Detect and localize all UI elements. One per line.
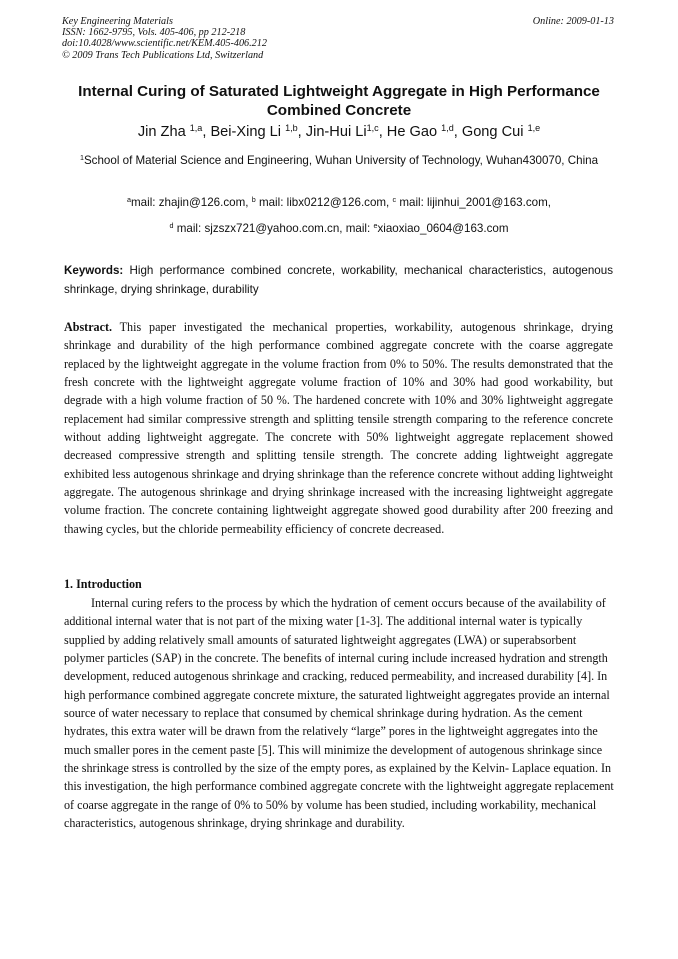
author-affiliation-mark: 1,d bbox=[441, 123, 454, 134]
author-affiliation-mark: 1,a bbox=[189, 123, 203, 134]
email-mark: a bbox=[127, 195, 132, 205]
affiliation-mark: 1 bbox=[79, 153, 84, 163]
email-mark: c bbox=[392, 195, 397, 205]
abstract bbox=[64, 318, 613, 538]
affiliation-text: School of Material Science and Engineering, Wuhan University of Technology, Wuhan430070, China bbox=[83, 154, 599, 167]
author-list: Jin Zha $^{1,a}$, Bei-Xing Li $^{1,b}$, Jin-Hui Li$^{1,c}$, He Gao $^{1,d}$, Gong Cui $^{1,e}$ bbox=[137, 123, 541, 140]
paper-title: Internal Curing of Saturated Lightweight Aggregate in High Performance Combined Concrete bbox=[78, 83, 600, 119]
email-mark: d bbox=[169, 221, 174, 231]
author-name: Bei-Xing Li bbox=[210, 124, 282, 140]
author-name: Jin-Hui Li bbox=[305, 124, 367, 140]
abstract-label: Abstract. bbox=[64, 320, 113, 334]
online-date: Online: 2009-01-13 bbox=[532, 16, 614, 27]
email-e[interactable]: xiaoxiao_0604@163.com bbox=[377, 222, 509, 235]
email-line-1 bbox=[40, 196, 638, 209]
introduction-paragraph: Internal curing refers to the process by which the hydration of cement occurs because of the availability of additional internal water that is not part of the mixing water [1-3]. The additional internal water is typically supplied by adding relatively small amounts of saturated lightweight aggregates (LWA) or superabsorbent polymer particles (SAP) in the concrete. The benefits of internal curing include increased hydration and strength development, reduced autogenous shrinkage and cracking, reduced permeability, and increased durability [4]. In high performance combined aggregate concrete mixture, the saturated lightweight aggregates provide an internal source of water necessary to replace that consumed by chemical shrinkage during hydration. As the cement hydrates, this extra water will be drawn from the relatively “large” pores in the lightweight aggregates into the much smaller pores in the cement paste [5]. This will minimize the development of autogenous shrinkage since the shrinkage stress is controlled by the size of the empty pores, as explained by the Kelvin- Laplace equation. In this investigation, the high performance combined aggregate concrete with the lightweight aggregate replacement of coarse aggregate in the range of 0% to 50% by volume has been studied, including workability, mechanical characteristics, autogenous shrinkage, drying shrinkage and durability. bbox=[64, 596, 614, 831]
issn-line: ISSN: 1662-9795, Vols. 405-406, pp 212-218 bbox=[62, 27, 246, 39]
section-heading-introduction: 1. Introduction bbox=[64, 577, 142, 591]
copyright-line: © 2009 Trans Tech Publications Ltd, Switzerland bbox=[62, 49, 264, 61]
email-b[interactable]: mail: libx0212@126.com, bbox=[258, 196, 390, 209]
doi-line: doi:10.4028/www.scientific.net/KEM.405-406.212 bbox=[62, 38, 267, 50]
email-mark: e bbox=[373, 221, 378, 231]
journal-name: Key Engineering Materials bbox=[62, 16, 173, 27]
abstract-text: This paper investigated the mechanical properties, workability, autogenous shrinkage, drying shrinkage and durability of the high performance combined aggregate concrete with the coarse aggregate replaced by the lightweight aggregate in the volume fraction from 0% to 50%. The results demonstrated that the fresh concrete with the lightweight aggregate volume fraction of 10% and 30% had good workability, but degrade with a high volume fraction of 50 %. The hardened concrete with 10% and 30% lightweight aggregate replacement had similar compressive strength and splitting tensile strength comparing to the reference concrete without adding lightweight aggregate. The concrete with 50% lightweight aggregate replacement showed decreased compressive strength and splitting tensile strength. The concrete adding lightweight aggregate exhibited less autogenous shrinkage and drying shrinkage than the reference concrete without adding lightweight aggregate. The autogenous shrinkage and drying shrinkage increased with the increasing lightweight aggregate volume fraction. The concrete containing lightweight aggregate showed good durability after 200 freezing and thawing cycles, but the chloride permeability efficiency of concrete decreased. bbox=[64, 320, 613, 536]
author-name: He Gao bbox=[386, 124, 438, 140]
email-a[interactable]: mail: zhajin@126.com, bbox=[131, 196, 249, 209]
keywords-text: High performance combined concrete, workability, mechanical characteristics, autogenous shrinkage, drying shrinkage, durability bbox=[64, 264, 613, 296]
author-affiliation-mark: 1,b bbox=[285, 123, 298, 134]
author-affiliation-mark: 1,e bbox=[527, 123, 541, 134]
email-d[interactable]: mail: sjzszx721@yahoo.com.cn, mail: bbox=[176, 222, 371, 235]
keywords-label: Keywords: bbox=[64, 264, 124, 277]
journal-header bbox=[62, 16, 267, 61]
email-line-2 bbox=[40, 222, 638, 235]
email-mark: b bbox=[251, 195, 256, 205]
author-name: Gong Cui bbox=[461, 124, 524, 140]
keywords bbox=[64, 262, 613, 299]
email-c[interactable]: mail: lijinhui_2001@163.com, bbox=[399, 196, 551, 209]
author-affiliation-mark: 1,c bbox=[366, 123, 379, 134]
affiliation bbox=[62, 151, 616, 171]
author-name: Jin Zha bbox=[137, 124, 186, 140]
